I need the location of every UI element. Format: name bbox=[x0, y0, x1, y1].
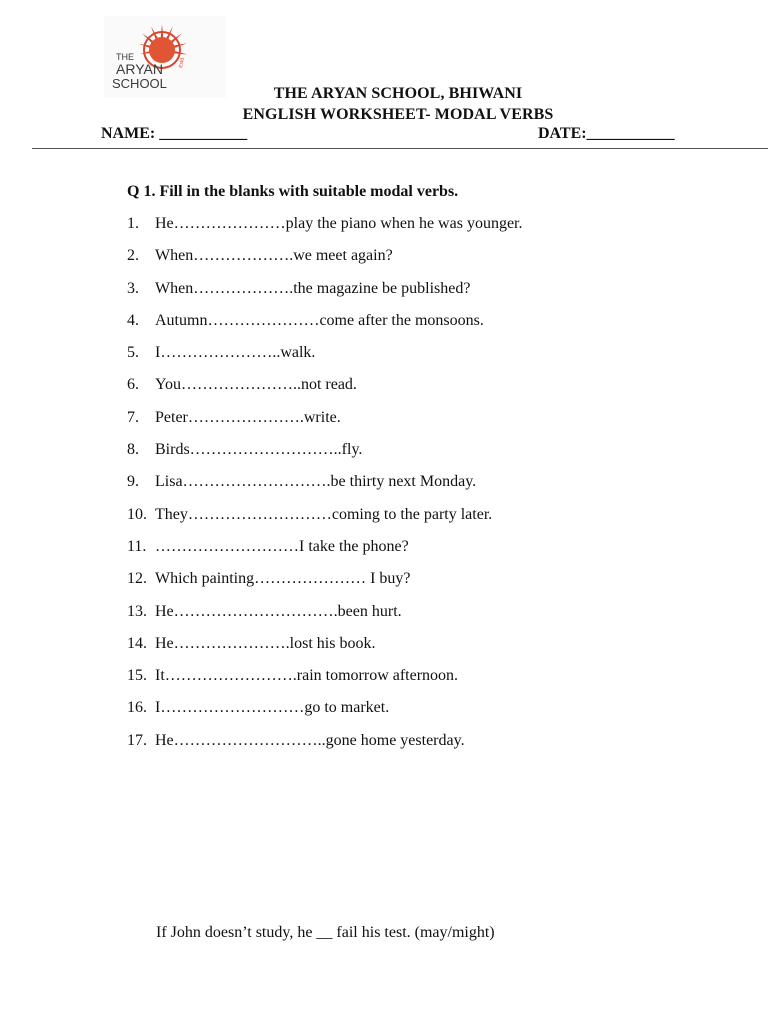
item-text: ………………………I take the phone? bbox=[155, 537, 409, 555]
item-number: 13. bbox=[127, 602, 147, 620]
item-number: 3. bbox=[127, 279, 139, 297]
logo-text-school: SCHOOL bbox=[112, 76, 167, 91]
list-item bbox=[127, 602, 522, 634]
list-item bbox=[127, 375, 522, 407]
item-number: 11. bbox=[127, 537, 147, 555]
logo-text-aryan: ARYAN bbox=[116, 61, 163, 77]
list-item bbox=[127, 505, 522, 537]
item-text: I………………………go to market. bbox=[155, 699, 390, 717]
item-text: When……………….we meet again? bbox=[155, 247, 393, 265]
list-item bbox=[127, 537, 522, 569]
item-number: 1. bbox=[127, 215, 139, 232]
header-divider-right bbox=[350, 148, 768, 149]
item-number: 6. bbox=[127, 376, 139, 394]
item-text: He………………….lost his book. bbox=[155, 634, 376, 652]
list-item bbox=[127, 634, 522, 666]
list-item bbox=[127, 214, 522, 246]
list-item bbox=[127, 698, 522, 730]
item-text: They………………………coming to the party later. bbox=[155, 505, 493, 523]
item-number: 17. bbox=[127, 731, 147, 749]
item-text: It…………………….rain tomorrow afternoon. bbox=[155, 667, 459, 685]
item-number: 2. bbox=[127, 247, 139, 265]
item-number: 7. bbox=[127, 408, 139, 426]
item-number: 5. bbox=[127, 344, 139, 362]
logo-text-the: THE bbox=[116, 52, 134, 62]
item-text: I…………………..walk. bbox=[155, 344, 316, 362]
item-text: He………………………..gone home yesterday. bbox=[155, 731, 465, 749]
list-item bbox=[127, 440, 522, 472]
item-number: 14. bbox=[127, 634, 147, 652]
item-number: 16. bbox=[127, 699, 147, 717]
item-text: Which painting………………… I buy? bbox=[155, 570, 411, 588]
list-item bbox=[127, 569, 522, 601]
item-text: Autumn…………………come after the monsoons. bbox=[155, 311, 484, 329]
item-text: He…………………play the piano when he was younger. bbox=[155, 215, 523, 232]
list-item bbox=[127, 408, 522, 440]
item-number: 15. bbox=[127, 667, 147, 685]
item-text: He………………………….been hurt. bbox=[155, 602, 402, 620]
list-item bbox=[127, 311, 522, 343]
item-number: 12. bbox=[127, 570, 147, 588]
question-title: Q 1. Fill in the blanks with suitable modal verbs. bbox=[127, 183, 459, 200]
item-number: 4. bbox=[127, 311, 139, 329]
date-field-label: DATE:___________ bbox=[538, 125, 675, 142]
list-item bbox=[127, 279, 522, 311]
item-text: You…………………..not read. bbox=[155, 376, 357, 394]
item-text: Peter………………….write. bbox=[155, 408, 341, 426]
school-name-heading: THE ARYAN SCHOOL, BHIWANI bbox=[273, 85, 523, 102]
example-sentence: If John doesn’t study, he __ fail his test. (may/might) bbox=[156, 924, 495, 941]
header-divider-left bbox=[32, 148, 350, 149]
worksheet-title-heading: ENGLISH WORKSHEET- MODAL VERBS bbox=[242, 106, 554, 123]
list-item bbox=[127, 666, 522, 698]
list-item bbox=[127, 246, 522, 278]
item-text: Lisa……………………….be thirty next Monday. bbox=[155, 473, 477, 491]
name-field-label: NAME: ___________ bbox=[101, 125, 248, 142]
item-number: 8. bbox=[127, 441, 139, 459]
logo-ring-text: Estd. bbox=[178, 56, 186, 69]
item-text: When……………….the magazine be published? bbox=[155, 279, 471, 297]
list-item bbox=[127, 472, 522, 504]
item-number: 10. bbox=[127, 505, 147, 523]
list-item bbox=[127, 343, 522, 375]
list-item bbox=[127, 731, 522, 763]
question-items-list bbox=[127, 214, 522, 763]
item-text: Birds………………………..fly. bbox=[155, 441, 363, 459]
item-number: 9. bbox=[127, 473, 139, 491]
